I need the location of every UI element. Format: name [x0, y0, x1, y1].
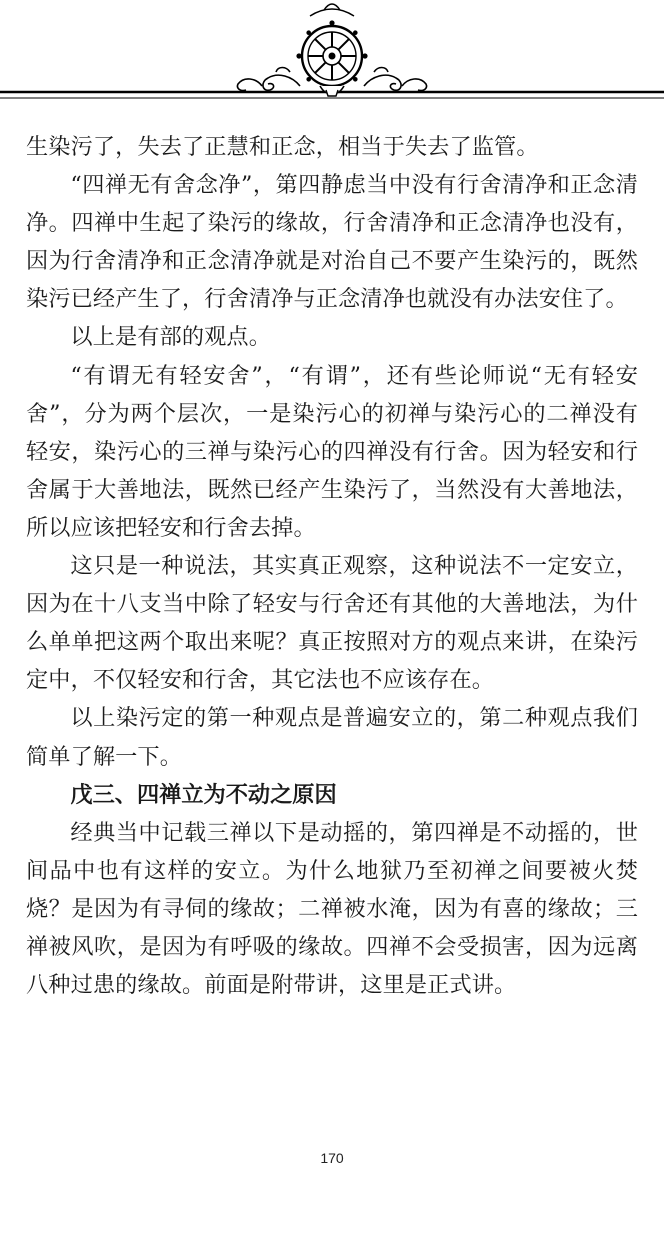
paragraph-4: “有谓无有轻安舍”，“有谓”，还有些论师说“无有轻安舍”，分为两个层次，一是染污心的初禅与染污心的二禅没有轻安，染污心的三禅与染污心的四禅没有行舍。因为轻安和行舍属于大善地法，既然已经产生染污了，当然没有大善地法，所以应该把轻安和行舍去掉。 — [26, 362, 638, 541]
paragraph-1: 生染污了，失去了正慧和正念，相当于失去了监管。 — [26, 134, 539, 160]
section-heading: 戊三、四禅立为不动之原因 — [70, 781, 337, 808]
cloud-scroll-right-icon — [364, 68, 427, 91]
paragraph-6: 以上染污定的第一种观点是普遍安立的，第二种观点我们简单了解一下。 — [26, 705, 638, 770]
paragraph-7: 经典当中记载三禅以下是动摇的，第四禅是不动摇的，世间品中也有这样的安立。为什么地狱乃至初禅之间要被火焚烧？是因为有寻伺的缘故；二禅被水淹，因为有喜的缘故；三禅被风吹，是因为有呼吸的缘故。四禅不会受损害，因为远离八种过患的缘故。前面是附带讲，这里是正式讲。 — [26, 819, 638, 999]
page-body — [26, 128, 638, 1004]
cloud-scroll-left-icon — [237, 68, 300, 91]
paragraph-2: “四禅无有舍念净”，第四静虑当中没有行舍清净和正念清净。四禅中生起了染污的缘故，行舍清净和正念清净也没有，因为行舍清净和正念清净就是对治自己不要产生染污的，既然染污已经产生了，行舍清净与正念清净也就没有办法安住了。 — [26, 172, 638, 313]
page-header — [0, 0, 664, 110]
paragraph-5: 这只是一种说法，其实真正观察，这种说法不一定安立，因为在十八支当中除了轻安与行舍还有其他的大善地法，为什么单单把这两个取出来呢？真正按照对方的观点来讲，在染污定中，不仅轻安和行舍，其它法也不应该存在。 — [26, 553, 638, 694]
header-ornament — [0, 0, 664, 110]
dharma-wheel-icon — [296, 4, 367, 96]
page-number: 170 — [320, 1150, 344, 1166]
paragraph-3: 以上是有部的观点。 — [70, 324, 271, 351]
